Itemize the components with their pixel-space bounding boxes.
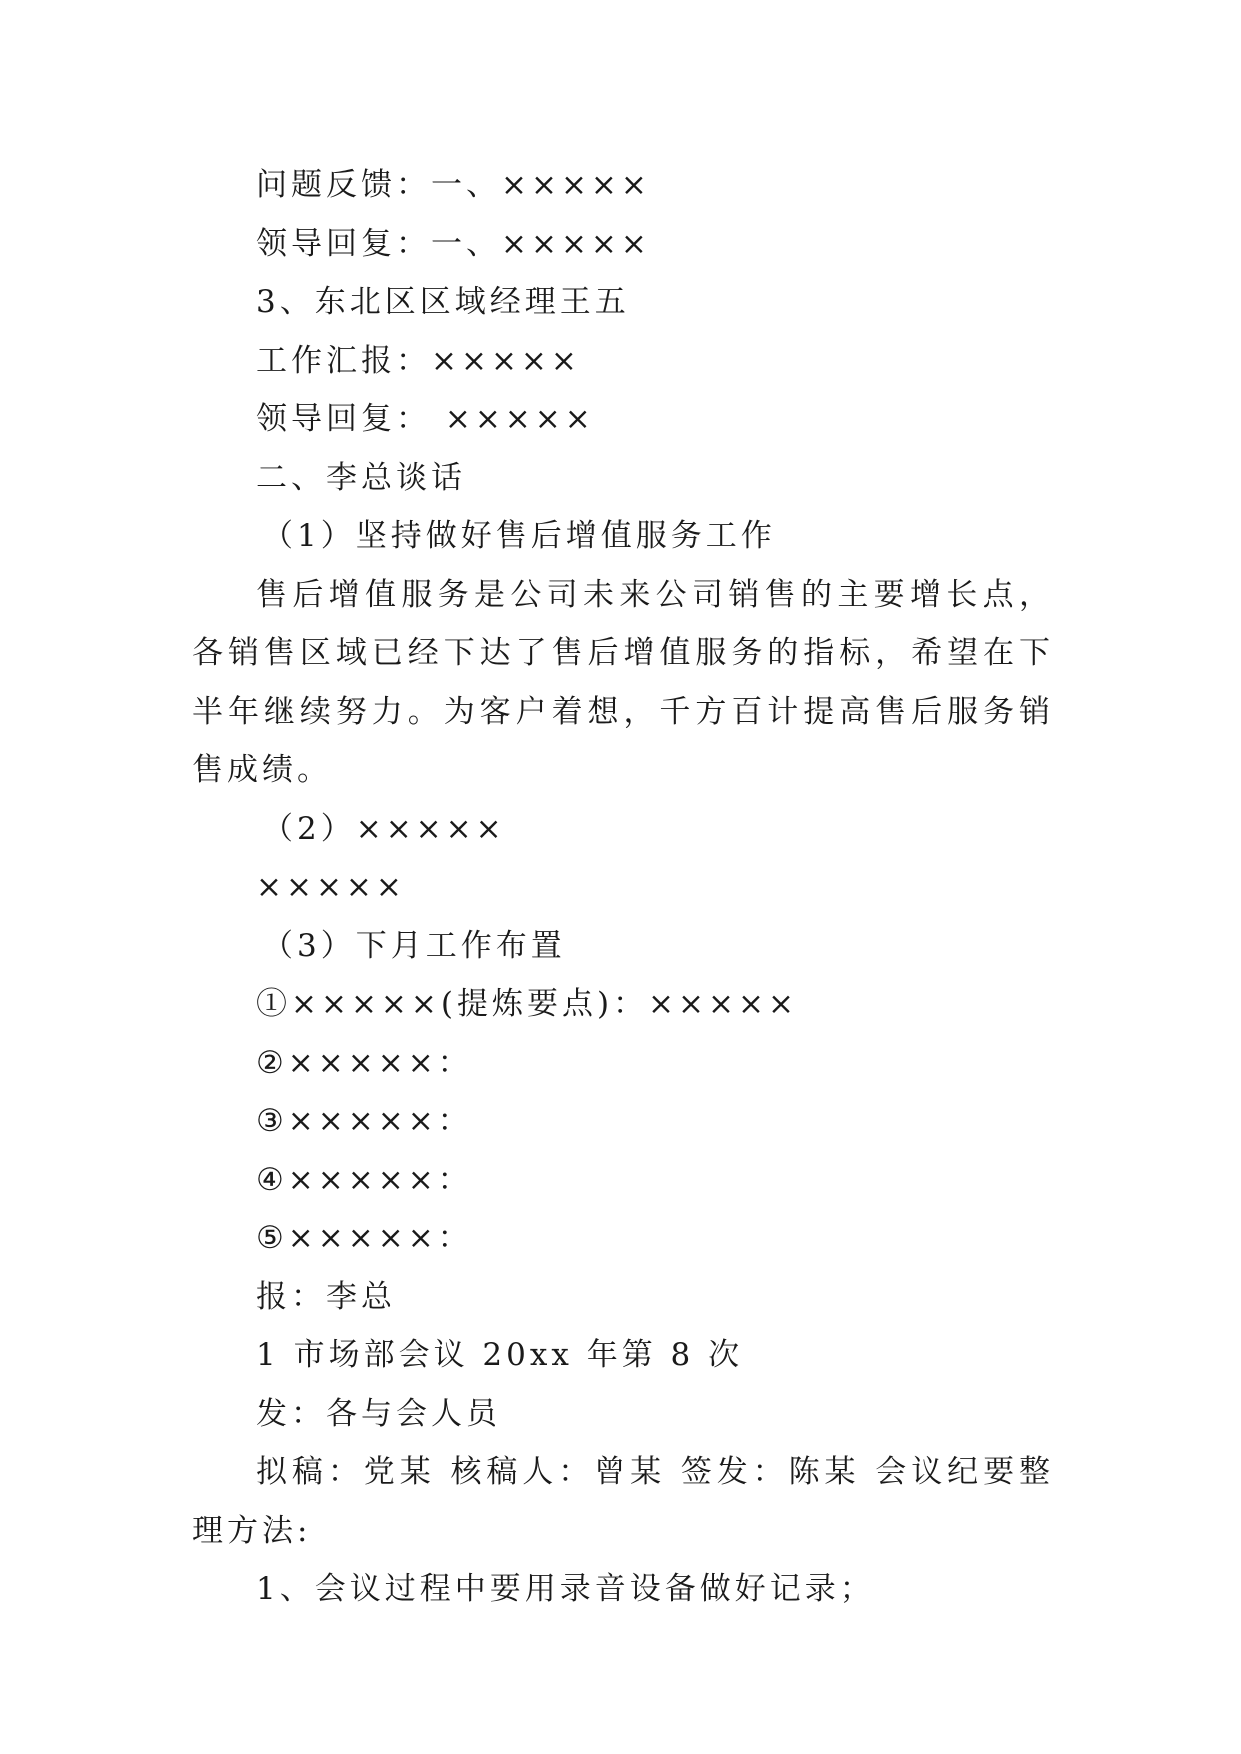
paragraph: 拟稿：党某 核稿人：曾某 签发：陈某 会议纪要整理方法: xyxy=(192,1454,1054,1549)
subsection-heading: （3）下月工作布置 xyxy=(262,927,566,964)
text-line: 问题反馈：一、××××× xyxy=(256,167,651,203)
meeting-number-line: 1 市场部会议 20xx 年第 8 次 xyxy=(256,1337,744,1373)
list-item: ⑤×××××： xyxy=(256,1220,473,1256)
text-line: ××××× xyxy=(256,869,406,905)
subsection-heading: （2）××××× xyxy=(262,810,506,847)
text-line: 1、会议过程中要用录音设备做好记录； xyxy=(256,1571,875,1607)
list-item: ②×××××： xyxy=(256,1044,473,1081)
subsection-heading: （1）坚持做好售后增值服务工作 xyxy=(262,518,776,554)
paragraph: 售后增值服务是公司未来公司销售的主要增长点，各销售区域已经下达了售后增值服务的指标，希望在下半年继续努力。为客户着想，千方百计提高售后服务销售成绩。 xyxy=(192,576,1054,788)
list-item: ③×××××： xyxy=(256,1103,473,1139)
list-item: ①×××××(提炼要点)：××××× xyxy=(256,986,798,1022)
text-line: 3、东北区区域经理王五 xyxy=(256,284,630,320)
text-line: 工作汇报：××××× xyxy=(256,342,581,379)
text-line: 领导回复： ××××× xyxy=(256,401,595,437)
section-heading: 二、李总谈话 xyxy=(256,459,466,496)
list-item: ④×××××： xyxy=(256,1161,473,1198)
document-body xyxy=(192,156,1054,1619)
text-line: 领导回复：一、××××× xyxy=(256,225,651,262)
distribution-line: 发：各与会人员 xyxy=(256,1395,501,1432)
report-to-line: 报：李总 xyxy=(256,1278,396,1315)
